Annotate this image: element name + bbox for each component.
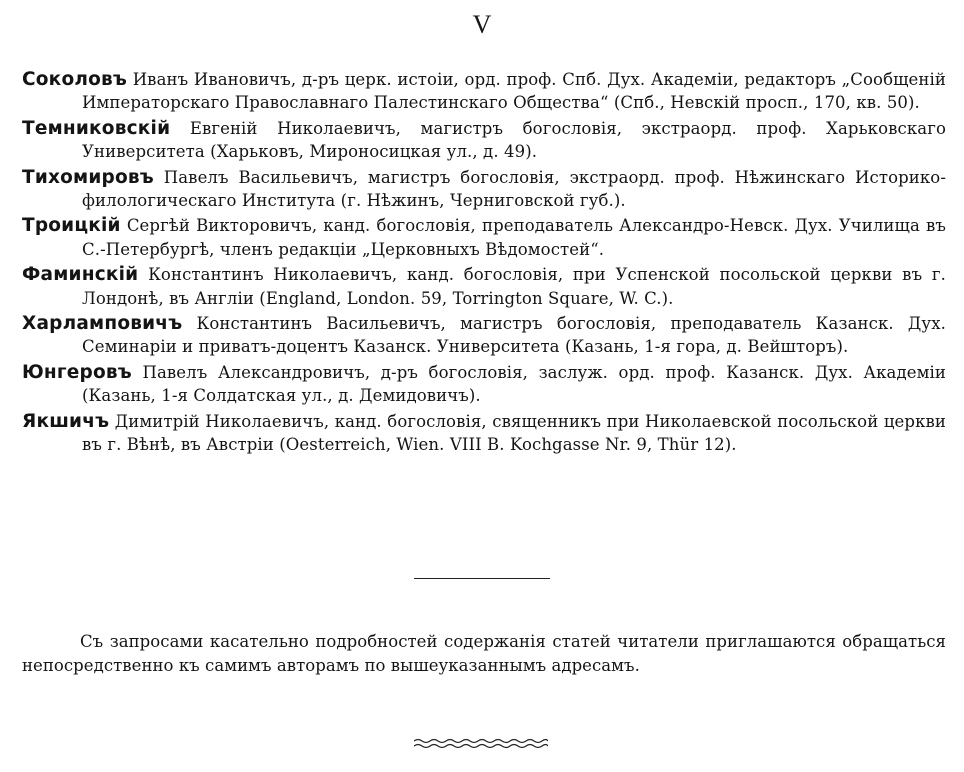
author-details: Павелъ Александровичъ, д-ръ богословiя, заслуж. орд. проф. Казанск. Дух. Академiи (Казань, 1-я Солдатская ул., д. Демидовичъ).	[82, 362, 946, 406]
author-surname: Якшичъ	[22, 410, 110, 432]
author-address-list	[22, 68, 946, 459]
page-number: V	[472, 10, 492, 39]
author-surname: Харламповичъ	[22, 313, 183, 335]
author-entry	[22, 214, 946, 261]
author-details: Димитрiй Николаевичъ, канд. богословiя, священникъ при Николаевской посольской церкви въ г. Вѣнѣ, въ Австрiи (Oesterreich, Wien. VIII B. Kochgasse Nr. 9, Thür 12).	[82, 411, 946, 455]
author-entry	[22, 312, 946, 359]
author-details: Евгенiй Николаевичъ, магистръ богословiя, экстраорд. проф. Харьковскаго Университета (Харьковъ, Мироносицкая ул., д. 49).	[82, 118, 946, 162]
author-surname: Тихомировъ	[22, 166, 154, 188]
author-surname: Темниковскiй	[22, 117, 171, 139]
closing-note: Съ запросами касательно подробностей содержанiя статей читатели приглашаются обращаться непосредственно къ самимъ авторамъ по вышеуказаннымъ адресамъ.	[22, 631, 946, 675]
author-surname: Юнгеровъ	[22, 361, 132, 383]
author-entry	[22, 410, 946, 457]
author-surname: Троицкiй	[22, 215, 121, 237]
author-details: Сергѣй Викторовичъ, канд. богословiя, преподаватель Александро-Невск. Дух. Училища въ С.-Петербургѣ, членъ редакцiи „Церковныхъ Вѣдомостей“.	[82, 216, 946, 259]
author-details: Иванъ Ивановичъ, д-ръ церк. истоiи, орд. проф. Спб. Дух. Академiи, редакторъ „Сообщенiй Императорскаго Православнаго Палестинскаго Общества“ (Спб., Невскiй просп., 170, кв. 50).	[82, 70, 946, 113]
author-entry	[22, 361, 946, 408]
section-divider	[414, 578, 550, 579]
author-details: Константинъ Васильевичъ, магистръ богословiя, преподаватель Казанск. Дух. Семинарiи и приватъ-доцентъ Казанск. Университета (Казань, 1-я гора, д. Вейшторъ).	[82, 314, 946, 357]
author-entry	[22, 117, 946, 164]
author-entry	[22, 166, 946, 213]
author-surname: Фаминскiй	[22, 264, 139, 286]
author-entry	[22, 68, 946, 115]
author-details: Павелъ Васильевичъ, магистръ богословiя, экстраорд. проф. Нѣжинскаго Историко-филологическаго Института (г. Нѣжинъ, Черниговской губ.).	[82, 167, 946, 211]
author-details: Константинъ Николаевичъ, канд. богословiя, при Успенской посольской церкви въ г. Лондонѣ, въ Англiи (England, London. 59, Torrington Square, W. C.).	[82, 265, 946, 308]
author-surname: Соколовъ	[22, 69, 128, 90]
author-entry	[22, 263, 946, 310]
wavy-ornament	[414, 737, 548, 749]
